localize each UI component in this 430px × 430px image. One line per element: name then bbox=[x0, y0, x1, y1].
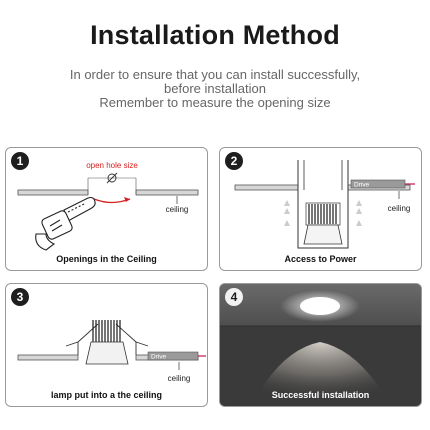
hole-size-label: open hole size bbox=[86, 161, 138, 170]
step-caption: Access to Power bbox=[284, 254, 357, 264]
driver-label: Drive bbox=[151, 353, 167, 361]
step-number-badge: 4 bbox=[225, 288, 243, 306]
step-caption: Openings in the Ceiling bbox=[56, 254, 157, 264]
ceiling-label: ceiling bbox=[167, 374, 191, 383]
ceiling-board-left bbox=[235, 185, 298, 190]
step-number-badge: 2 bbox=[225, 152, 243, 170]
ceiling-board-left bbox=[18, 190, 88, 195]
downlight-icon bbox=[300, 297, 340, 315]
ceiling-board-left bbox=[18, 355, 78, 360]
step-number-badge: 1 bbox=[11, 152, 29, 170]
step-caption: Successful installation bbox=[271, 390, 370, 400]
heat-sink-icon bbox=[304, 203, 342, 244]
step-2-panel bbox=[219, 147, 422, 271]
installed-light-photo bbox=[220, 284, 422, 407]
page-title: Installation Method bbox=[90, 20, 340, 50]
step-1-panel bbox=[5, 147, 208, 271]
step-caption: lamp put into a the ceiling bbox=[50, 390, 162, 400]
lamp-insertion-diagram bbox=[6, 284, 208, 407]
driver-label: Drive bbox=[354, 181, 370, 189]
ceiling-cut-diagram bbox=[6, 148, 208, 271]
subtitle-line-2: before installation bbox=[164, 81, 266, 96]
step-3-panel bbox=[5, 283, 208, 407]
heat-sink-icon bbox=[86, 320, 128, 364]
ceiling-label: ceiling bbox=[387, 204, 411, 213]
ceiling-label: ceiling bbox=[165, 205, 189, 214]
rotation-arrow-icon bbox=[94, 199, 130, 203]
subtitle-line-1: In order to ensure that you can install successfully, bbox=[69, 67, 361, 82]
ceiling-board-right bbox=[136, 190, 198, 195]
hole-saw-icon bbox=[36, 198, 95, 251]
step-4-panel bbox=[219, 283, 422, 407]
subtitle-line-3: Remember to measure the opening size bbox=[99, 95, 331, 110]
power-connection-diagram bbox=[220, 148, 422, 271]
step-number-badge: 3 bbox=[11, 288, 29, 306]
